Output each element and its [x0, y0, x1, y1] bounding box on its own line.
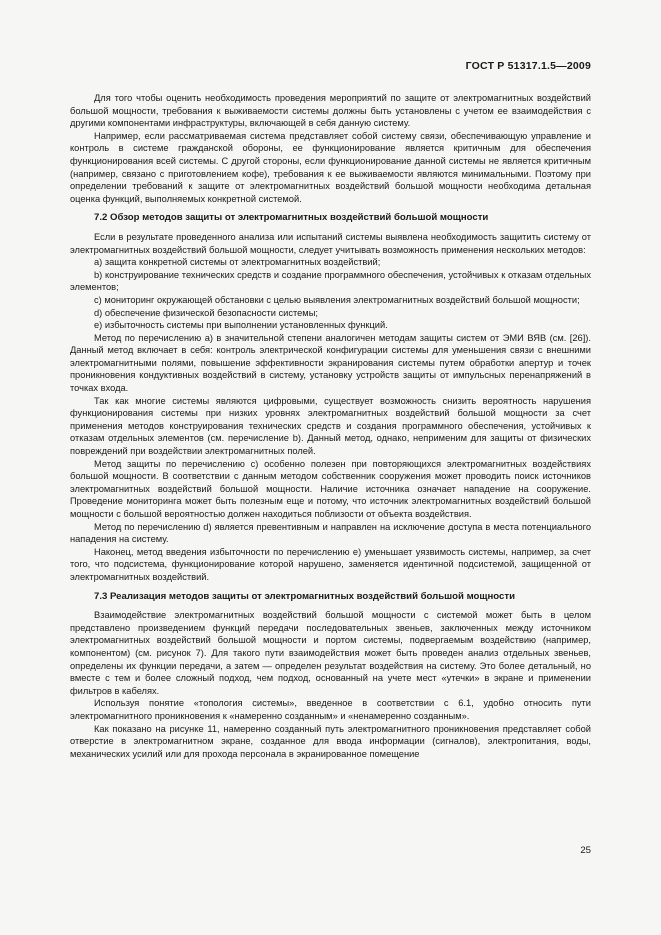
paragraph: Метод защиты по перечислению с) особенно полезен при повторяющихся электромагнитных воздействиях большой мощности. В соответствии с данным методом собственник сооружения может проводить поиск источников электромагнитных воздействий большой мощности. Наличие источника означает нападение на сооружение. Проведение мониторинга может быть полезным еще и потому, что источник электромагнитных воздействий большой мощности с большой вероятностью должен находиться поблизости от объекта воздействия. [70, 458, 591, 519]
section-heading-7-3: 7.3 Реализация методов защиты от электромагнитных воздействий большой мощности [94, 590, 515, 602]
paragraph: Метод по перечислению d) является превентивным и направлен на исключение доступа в места потенциального нападения на систему. [70, 521, 591, 545]
document-header: ГОСТ Р 51317.1.5—2009 [465, 60, 591, 72]
paragraph: Метод по перечислению а) в значительной степени аналогичен методам защиты систем от ЭМИ ВЯВ (см. [26]). Данный метод включает в себя: контроль электрической конфигурации системы для уменьшения связи с внешними электромагнитными полями, повышение эффективности экранирования системы путем обработки апертур и точек проникновения кондуктивных воздействий в систему, установку устройств защиты от импульсных перенапряжений в точках входа. [70, 332, 591, 394]
list-item: е) избыточность системы при выполнении установленных функций. [94, 320, 388, 331]
paragraph: Наконец, метод введения избыточности по перечислению е) уменьшает уязвимость системы, например, за счет того, что подсистема, функционирование которой нарушено, заменяется идентичной подсистемой, защищенной от электромагнитных воздействий. [70, 546, 591, 582]
list-item: а) защита конкретной системы от электромагнитных воздействий; [94, 257, 381, 268]
list-item: b) конструирование технических средств и создание программного обеспечения, устойчивых к отказам отдельных элементов; [70, 269, 591, 293]
paragraph: Так как многие системы являются цифровыми, существует возможность снизить вероятность нарушения функционирования системы при низких уровнях электромагнитных воздействий большой мощности за счет применения методов конструирования технических средств и создания программного обеспечения, устойчивых к отказам отдельных элементов (см. перечисление b). Данный метод, однако, неприменим для защиты от физических повреждений при воздействии электромагнитных полей. [70, 395, 591, 457]
paragraph: Взаимодействие электромагнитных воздействий большой мощности с системой может быть в целом представлено произведением функций передачи последовательных звеньев, заключенных между источником электромагнитных воздействий большой мощности и портом системы, подвергаемым воздействию (например, компонентом) (см. рисунок 7). Для такого пути взаимодействия может быть проведен анализ отдельных звеньев, определены их функции передачи, а затем — определен результат воздействия на систему. Это более детальный, но вместе с тем и более сложный подход, чем подход, основанный на учете мест «утечки» в экране и применении фильтров в кабелях. [70, 610, 591, 696]
list-item: d) обеспечение физической безопасности системы; [94, 307, 318, 318]
paragraph: Используя понятие «топология системы», введенное в соответствии с 6.1, удобно относить пути электромагнитного проникновения к «намеренно созданным» и «ненамеренно созданным». [70, 698, 591, 721]
list-item: с) мониторинг окружающей обстановки с целью выявления электромагнитных воздействий большой мощности; [94, 294, 580, 305]
paragraph: Например, если рассматриваемая система представляет собой систему связи, обеспечивающую управление и контроль в системе гражданской обороны, ее функционирование является критичным для обеспечения функционирования всей системы. С другой стороны, если функционирование данной системы не является критичным (например, связано с приготовлением кофе), требования к ее выживаемости являются минимальными. Поэтому при определении требований к защите от электромагнитных воздействий большой мощности необходима детальная оценка функций, выполняемых конкретной системой. [70, 130, 591, 204]
page-number: 25 [580, 845, 591, 856]
document-body [70, 92, 591, 760]
paragraph: Если в результате проведенного анализа или испытаний системы выявлена необходимость защитить систему от электромагнитных воздействий большой мощности, следует учитывать возможность применения нескольких методов: [70, 231, 591, 255]
paragraph: Как показано на рисунке 11, намеренно созданный путь электромагнитного проникновения представляет собой отверстие в электромагнитном экране, созданное для ввода информации (сигналов), электропитания, воды, механических усилий или для прохода персонала в экранированное помещение [70, 723, 591, 759]
paragraph: Для того чтобы оценить необходимость проведения мероприятий по защите от электромагнитных воздействий большой мощности, требования к выживаемости системы должны быть установлены с учетом ее взаимодействия с другими компонентами инфраструктуры, включающей в себя данную систему. [70, 93, 591, 129]
section-heading-7-2: 7.2 Обзор методов защиты от электромагнитных воздействий большой мощности [94, 212, 489, 224]
